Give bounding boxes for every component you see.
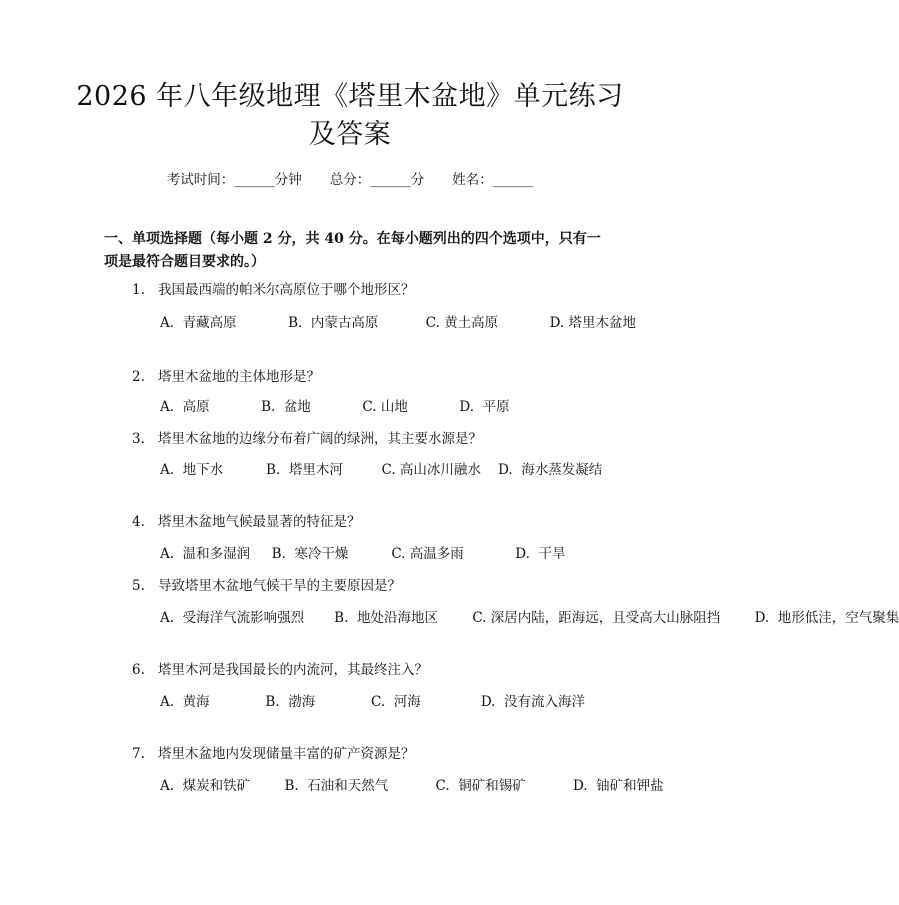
title-line-1: 2026 年八年级地理《塔里木盆地》单元练习 xyxy=(76,81,624,112)
question-number: 3. xyxy=(132,431,145,447)
title-line-2: 及答案 xyxy=(308,119,392,150)
option-a: A. 温和多湿润 xyxy=(160,546,251,562)
question-stem xyxy=(132,366,320,388)
question-stem xyxy=(132,659,428,681)
option-c: C. 黄土高原 xyxy=(425,315,499,331)
option-b: B. 塔里木河 xyxy=(266,462,343,478)
question-number: 5. xyxy=(132,578,145,594)
option-c: C. 河海 xyxy=(371,694,421,710)
question-3-options xyxy=(104,458,603,482)
question-text: 塔里木盆地的主体地形是？ xyxy=(158,369,320,385)
option-c: C. 高温多雨 xyxy=(391,546,464,562)
question-stem xyxy=(132,743,415,765)
option-b: B. 内蒙古高原 xyxy=(288,315,379,331)
option-d: D. 地形低洼，空气聚集 xyxy=(754,610,899,626)
question-text: 塔里木盆地内发现储量丰富的矿产资源是？ xyxy=(158,746,415,762)
option-b: B. 石油和天然气 xyxy=(284,778,389,794)
question-text: 塔里木盆地气候最显著的特征是？ xyxy=(158,514,361,530)
question-6-options xyxy=(104,690,599,714)
question-4-options xyxy=(104,542,599,566)
document-title xyxy=(60,78,640,154)
option-c: C. 高山冰川融水 xyxy=(381,462,481,478)
question-number: 2. xyxy=(132,369,145,385)
option-d: D. 平原 xyxy=(459,399,510,415)
question-text: 导致塔里木盆地气候干旱的主要原因是？ xyxy=(158,578,401,594)
question-number: 1. xyxy=(132,282,145,298)
question-number: 7. xyxy=(132,746,145,762)
section-heading: 一、单项选择题（每小题 2 分，共 40 分。在每小题列出的四个选项中，只有一项是最符合题目要求的。） xyxy=(104,231,601,270)
option-d: D. 塔里木盆地 xyxy=(549,315,637,331)
option-b: B. 渤海 xyxy=(265,694,316,710)
option-c: C. 铜矿和锡矿 xyxy=(435,778,526,794)
option-d: D. 海水蒸发凝结 xyxy=(498,462,603,478)
option-b: B. 寒冷干燥 xyxy=(271,546,349,562)
question-text: 塔里木河是我国最长的内流河，其最终注入？ xyxy=(158,662,428,678)
option-a: A. 地下水 xyxy=(160,462,224,478)
question-text: 塔里木盆地的边缘分布着广阔的绿洲，其主要水源是？ xyxy=(158,431,482,447)
score-label: 总分：______分 xyxy=(329,172,425,188)
question-stem xyxy=(132,279,415,301)
option-a: A. 受海洋气流影响强烈 xyxy=(160,610,305,626)
option-d: D. 干旱 xyxy=(515,546,566,562)
question-number: 4. xyxy=(132,514,145,530)
option-a: A. 青藏高原 xyxy=(160,315,237,331)
option-a: A. 黄海 xyxy=(160,694,210,710)
option-b: B. 盆地 xyxy=(261,399,311,415)
exam-info xyxy=(0,168,700,188)
question-stem xyxy=(132,575,401,597)
question-5-options xyxy=(104,606,899,630)
option-d: D. 没有流入海洋 xyxy=(480,694,586,710)
question-text: 我国最西端的帕米尔高原位于哪个地形区？ xyxy=(158,282,415,298)
question-stem xyxy=(132,511,361,533)
question-number: 6. xyxy=(132,662,145,678)
question-1-options xyxy=(104,311,637,335)
question-7-options xyxy=(104,774,664,798)
option-c: C. 深居内陆，距海远，且受高大山脉阻挡 xyxy=(472,610,721,626)
option-a: A. 煤炭和铁矿 xyxy=(160,778,251,794)
name-label: 姓名：______ xyxy=(452,172,534,188)
option-a: A. 高原 xyxy=(160,399,210,415)
option-d: D. 铀矿和钾盐 xyxy=(572,778,664,794)
exam-time-label: 考试时间：______分钟 xyxy=(166,172,302,188)
option-c: C. 山地 xyxy=(362,399,408,415)
question-stem xyxy=(132,428,482,450)
option-b: B. 地处沿海地区 xyxy=(334,610,438,626)
question-2-options xyxy=(104,395,599,419)
